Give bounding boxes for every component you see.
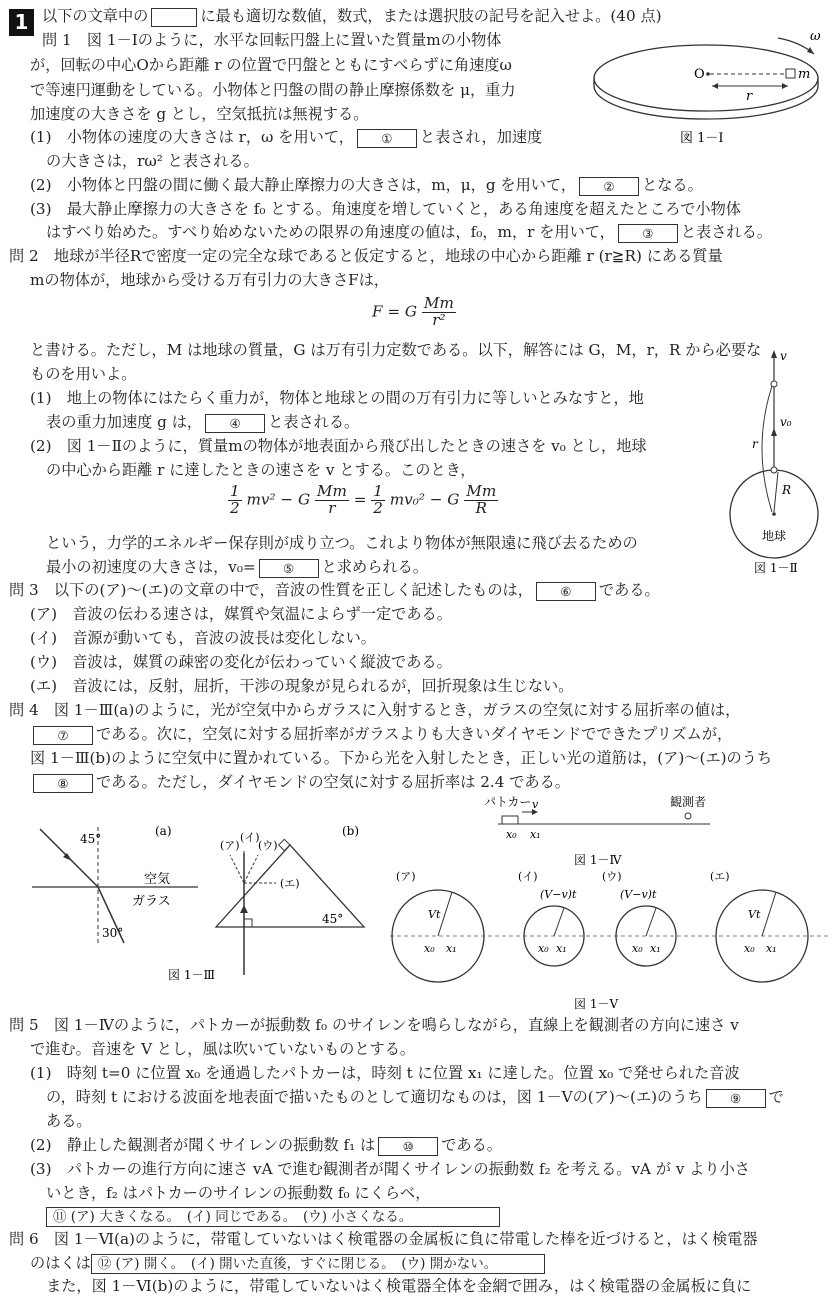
eq-R: R	[475, 498, 487, 517]
q4-text-4: である。ただし，ダイヤモンドの空気に対する屈折率は 2.4 である。	[96, 773, 570, 791]
formula-left: F = G	[372, 302, 418, 321]
answer-box-2[interactable]: ②	[579, 177, 639, 196]
rotation-arrowhead	[807, 47, 814, 54]
fig5-x1-i: x₁	[556, 942, 567, 955]
q2-formula	[372, 296, 456, 329]
q4-line-2	[30, 724, 732, 745]
q5-p2-a: (2) 静止した観測者が聞くサイレンの振動数 f₁ は	[30, 1136, 376, 1154]
answer-box-5[interactable]: ⑤	[259, 559, 319, 578]
q1-line-1	[42, 30, 501, 51]
fig5-x1-u: x₁	[650, 942, 661, 955]
q1-p1-a: (1) 小物体の速度の大きさは r，ω を用いて，	[30, 128, 354, 146]
q5-line-1	[9, 1015, 739, 1036]
q3-option-e: (エ) 音波には，反射，屈折，干渉の現象が見られるが，回折現象は生じない。	[30, 677, 574, 695]
q1-text-1: が，回転の中心Oから距離 r の位置で円盤とともにすべらずに角速度ω	[30, 56, 512, 74]
answer-box-3[interactable]: ③	[618, 224, 678, 243]
q4-title: 問 4	[9, 701, 39, 719]
fig-30-label: 30°	[102, 926, 124, 940]
q1-p1-c: の大きさは，rω² と表される。	[46, 152, 259, 170]
fig5-label-i: (イ)	[518, 870, 538, 883]
q2-title: 問 2	[9, 247, 39, 265]
q2-p2-d: 最小の初速度の大きさは，v₀=	[46, 558, 256, 576]
center-point	[706, 72, 710, 76]
q2-text-4: ものを用いよ。	[30, 365, 137, 383]
v0-arrowhead	[771, 428, 777, 436]
q5-p3-b: いとき，f₂ はパトカーのサイレンの振動数 f₀ にくらべ，	[46, 1184, 431, 1202]
blank-box-sample	[151, 8, 197, 27]
q1-p3-b: はすべり始めた。すべり始めないための限界の角速度の値は，f₀，m，r を用いて，	[46, 223, 615, 241]
q1-text-2: で等速円運動をしている。小物体と円盤の間の静止摩擦係数を μ，重力	[30, 81, 516, 99]
fig5-label-a: (ア)	[396, 870, 416, 883]
q1-p2-a: (2) 小物体と円盤の間に働く最大静止摩擦力の大きさは，m，μ，g を用いて，	[30, 176, 577, 194]
mass-label: m	[798, 67, 811, 82]
q4-line-4	[30, 772, 570, 793]
eq-half-1	[228, 484, 242, 517]
fig-45-label: 45°	[80, 832, 102, 846]
q1-title: 問 1	[42, 31, 72, 49]
q4-text-1: 図 1－Ⅲ(a)のように，光が空気中からガラスに入射するとき，ガラスの空気に対する屈折率の値は，	[53, 701, 741, 719]
q5-text-2: で進む。音速を V とし，風は吹いていないものとする。	[30, 1040, 416, 1058]
q2-p2-b: の中心から距離 r に達したときの速さを v とする。このとき，	[46, 461, 476, 479]
formula-num: Mm	[423, 294, 454, 312]
q3-line-1	[9, 580, 660, 601]
eq-frac-r	[315, 484, 349, 517]
q2-line-1	[9, 246, 723, 267]
q6-text-2a: のはくは	[30, 1254, 91, 1272]
wave-i-radius	[554, 908, 564, 936]
fig5-label-e: (エ)	[710, 870, 730, 883]
instruction-text-a: 以下の文章中の	[42, 7, 149, 25]
observer-figure	[685, 813, 691, 819]
disk-side	[594, 78, 818, 119]
answer-box-6[interactable]: ⑥	[536, 582, 596, 601]
patrol-label: パトカー	[484, 795, 532, 809]
wave-u-radius	[646, 908, 656, 936]
v-label-4: v	[532, 798, 539, 811]
r-label: r	[746, 89, 753, 104]
small-object	[786, 69, 795, 78]
fig5-x1-e: x₁	[766, 942, 777, 955]
answer-choice-11[interactable]: ⑪ (ア) 大きくなる。 (イ) 同じである。 (ウ) 小さくなる。	[46, 1207, 500, 1227]
answer-box-7[interactable]: ⑦	[33, 726, 93, 745]
eq-frac-R	[464, 484, 498, 517]
q2-p2-a: (2) 図 1－Ⅱのように，質量mの物体が地表面から飛び出したときの速さを v₀ とし，地球	[30, 437, 647, 455]
q2-p2-line	[46, 557, 428, 578]
answer-box-4[interactable]: ④	[205, 414, 265, 433]
q3-text-a: 以下の(ア)〜(エ)の文章の中で，音波の性質を正しく記述したものは，	[53, 581, 533, 599]
q5-p2-b: である。	[441, 1136, 502, 1154]
q1-part1	[30, 127, 542, 148]
energy-equation	[228, 484, 498, 517]
fig5-radius-e: Vt	[748, 908, 761, 921]
q2-text-3: と書ける。ただし，M は地球の質量，G は万有引力定数である。以下，解答には G，M，r，R から必要な	[30, 341, 762, 359]
q5-p2-line	[30, 1135, 502, 1156]
fig-earth-label: 地球	[762, 529, 787, 543]
wave-e-radius	[762, 892, 776, 936]
patrol-car	[502, 816, 518, 824]
fig5-x0-e: x₀	[744, 942, 755, 955]
eq-mm-2: Mm	[466, 482, 497, 500]
q5-title: 問 5	[9, 1016, 39, 1034]
q3-option-i: (イ) 音源が動いても，音波の波長は変化しない。	[30, 629, 376, 647]
figure-1-5-caption: 図 1－Ⅴ	[574, 997, 619, 1011]
q5-p1-a: (1) 時刻 t=0 に位置 x₀ を通過したパトカーは，時刻 t に位置 x₁ に達した。位置 x₀ で発せられた音波	[30, 1064, 740, 1082]
answer-box-8[interactable]: ⑧	[33, 774, 93, 793]
fig-prism-angle: 45°	[322, 912, 344, 926]
q1-p3-c: と表される。	[680, 223, 772, 241]
R-line	[774, 472, 778, 512]
eq-mv02: mv₀² − G	[389, 490, 460, 509]
fig5-x1-a: x₁	[446, 942, 457, 955]
formula-fraction	[422, 296, 456, 329]
q3-text-b: である。	[598, 581, 660, 599]
q1-p2-b: となる。	[642, 176, 703, 194]
fig5-label-u: (ウ)	[602, 870, 622, 883]
eq-half-num-2: 1	[373, 482, 383, 500]
q5-choice-row	[46, 1206, 500, 1227]
eq-half-num-1: 1	[230, 482, 240, 500]
x0-label-4: x₀	[506, 828, 517, 841]
object-at-surface	[771, 467, 777, 473]
q5-p1-line	[46, 1087, 784, 1108]
q2-text-2: mの物体が，地球から受ける万有引力の大きさFは，	[30, 271, 390, 289]
q4-text-3: 図 1－Ⅲ(b)のように空気中に置かれている。下から光を入射したとき，正しい光の道筋は，(ア)〜(エ)のうち	[30, 749, 773, 767]
q4-line-1	[9, 700, 740, 721]
opt-a-ray	[230, 855, 244, 883]
q6-line-1	[9, 1229, 758, 1250]
eq-half-den-2: 2	[373, 498, 383, 517]
fig-glass-label: ガラス	[132, 894, 171, 909]
q2-p1-c: と表される。	[268, 413, 360, 431]
fig-air-label: 空気	[144, 872, 171, 887]
eq-half-2	[371, 484, 385, 517]
fig-v-label: v	[780, 349, 787, 363]
q2-p2-c: という，力学的エネルギー保存則が成り立つ。これより物体が無限遠に飛び去るための	[46, 534, 638, 552]
q2-p1-line	[46, 412, 359, 433]
fig5-x0-u: x₀	[632, 942, 643, 955]
figure-1-2-earth	[722, 344, 828, 576]
q5-p3-a: (3) パトカーの進行方向に速さ vA で進む観測者が聞くサイレンの振動数 f₂ を考える。vA が v より小さ	[30, 1160, 750, 1178]
eq-mv2: mv² − G	[246, 490, 311, 509]
fig-opt-e: (エ)	[280, 877, 300, 890]
disk-top	[594, 45, 818, 111]
opt-u-ray	[244, 855, 258, 883]
fig-opt-i: (イ)	[240, 831, 260, 844]
fig-v0-label: v₀	[780, 415, 792, 429]
fig5-radius-u: (V−v)t	[620, 888, 657, 901]
q2-text-1: 地球が半径Rで密度一定の完全な球であると仮定すると，地球の中心から距離 r (r≧R) にある質量	[53, 247, 723, 265]
fig5-radius-a: Vt	[428, 908, 441, 921]
q6-line-2	[30, 1253, 545, 1274]
q1-part3b	[46, 222, 772, 243]
eq-half-den-1: 2	[230, 498, 240, 517]
eq-equals: =	[353, 490, 367, 509]
r-curve-arrow	[762, 386, 772, 512]
q6-title: 問 6	[9, 1230, 39, 1248]
q3-option-a: (ア) 音波の伝わる速さは，媒質や気温によらず一定である。	[30, 605, 452, 623]
center-label: O	[694, 67, 705, 82]
q2-p1-a: (1) 地上の物体にはたらく重力が，物体と地球との間の万有引力に等しいとみなすと，地	[30, 389, 644, 407]
q2-p1-b: 表の重力加速度 g は，	[46, 413, 203, 431]
eq-r: r	[328, 498, 336, 517]
answer-choice-12[interactable]: ⑫ (ア) 開く。 (イ) 開いた直後，すぐに閉じる。 (ウ) 開かない。	[91, 1254, 545, 1274]
figure-1-1-caption: 図 1－Ⅰ	[680, 131, 724, 146]
v-arrowhead	[771, 350, 777, 358]
instruction-text-b: に最も適切な数値，数式，または選択肢の記号を記入せよ。(40 点)	[200, 7, 662, 25]
q4-text-2: である。次に，空気に対する屈折率がガラスよりも大きいダイヤモンドでできたプリズムが，	[96, 725, 733, 743]
x1-label-4: x₁	[530, 828, 541, 841]
figure-1-4-caption: 図 1－Ⅳ	[574, 853, 622, 867]
fig-r-label: r	[752, 437, 758, 451]
figure-1-3-refraction	[20, 815, 380, 985]
q6-text-3: また，図 1－Ⅵ(b)のように，帯電していないはく検電器全体を金網で囲み，はく検電器の金属板に負に	[46, 1277, 752, 1295]
q1-p1-b: と表され，加速度	[419, 128, 543, 146]
prism-right-angle	[279, 839, 290, 850]
q1-part2	[30, 175, 703, 196]
q5-p1-c: で	[768, 1088, 784, 1106]
q3-title: 問 3	[9, 581, 39, 599]
formula-den: r²	[432, 310, 446, 329]
figure-1-1-disk	[588, 28, 828, 150]
fig-R-label: R	[782, 483, 792, 497]
eq-mm-1: Mm	[316, 482, 347, 500]
figure-1-2-caption: 図 1－Ⅱ	[754, 561, 798, 575]
fig-opt-a: (ア)	[220, 839, 240, 852]
omega-label: ω	[810, 29, 821, 44]
fig-a-label: (a)	[155, 824, 172, 838]
q5-p1-d: ある。	[46, 1112, 92, 1130]
answer-box-9[interactable]: ⑨	[706, 1089, 766, 1108]
earth-center	[772, 512, 776, 516]
q1-text-3: 加速度の大きさを g とし，空気抵抗は無視する。	[30, 105, 369, 123]
fig5-radius-i: (V−v)t	[540, 888, 577, 901]
observer-label: 観測者	[670, 795, 707, 809]
q1-p3-a: (3) 最大静止摩擦力の大きさを f₀ とする。角速度を増していくと，ある角速度を超えたところで小物体	[30, 200, 741, 218]
q5-p1-b: の，時刻 t における波面を地表面で描いたものとして適切なものは，図 1－Ⅴの(ア)〜(エ)のうち	[46, 1088, 703, 1106]
q3-option-u: (ウ) 音波は，媒質の疎密の変化が伝わっていく縦波である。	[30, 653, 452, 671]
bottom-right-angle	[244, 919, 252, 927]
fig-b-label: (b)	[342, 824, 360, 838]
fig-opt-u: (ウ)	[258, 839, 278, 852]
instruction	[42, 6, 662, 27]
prism-ray-arrowhead	[240, 905, 248, 913]
fig5-x0-i: x₀	[538, 942, 549, 955]
figure-1-5-wavefronts	[390, 868, 830, 1013]
q2-p2-e: と求められる。	[321, 558, 428, 576]
q1-text-0: 図 1－Ⅰのように，水平な回転円盤上に置いた質量mの小物体	[86, 31, 502, 49]
q6-text-1: 図 1－Ⅵ(a)のように，帯電していないはく検電器の金属板に負に帯電した棒を近づけると，はく検電器	[53, 1230, 758, 1248]
fig5-x0-a: x₀	[424, 942, 435, 955]
figure-1-3-caption: 図 1－Ⅲ	[168, 968, 216, 982]
answer-box-10[interactable]: ⑩	[378, 1137, 438, 1156]
figure-1-4-patrol	[470, 792, 730, 870]
q5-text-1: 図 1－Ⅳのように，パトカーが振動数 f₀ のサイレンを鳴らしながら，直線上を観測者の方向に速さ v	[53, 1016, 739, 1034]
question-number-badge: 1	[9, 9, 34, 36]
answer-box-1[interactable]: ①	[357, 129, 417, 148]
